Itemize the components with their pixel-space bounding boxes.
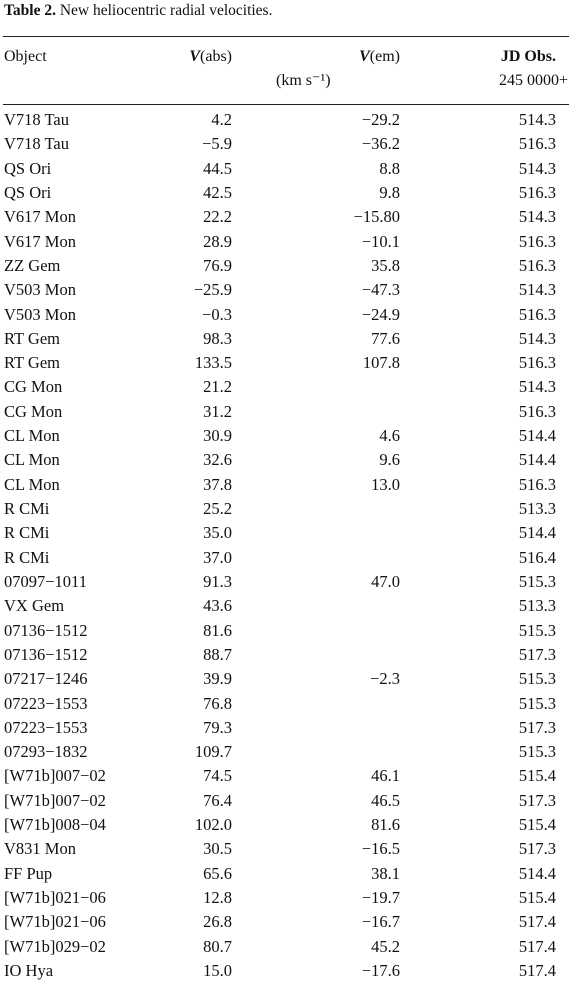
cell-jd: 514.3 bbox=[518, 280, 556, 300]
cell-vabs: 44.5 bbox=[203, 158, 232, 178]
cell-vem: 46.1 bbox=[371, 766, 400, 786]
cell-object: [W71b]007−02 bbox=[4, 766, 106, 786]
cell-jd: 517.3 bbox=[518, 790, 556, 810]
cell-vem: 81.6 bbox=[371, 815, 400, 835]
cell-object: V831 Mon bbox=[4, 839, 76, 859]
cell-object: CG Mon bbox=[4, 401, 63, 421]
cell-vem: 77.6 bbox=[371, 328, 400, 348]
cell-object: 07217−1246 bbox=[4, 669, 88, 689]
cell-object: IO Hya bbox=[4, 960, 54, 980]
cell-vabs: 79.3 bbox=[203, 717, 232, 737]
table-row bbox=[0, 764, 570, 788]
cell-object: V503 Mon bbox=[4, 304, 76, 324]
table-row bbox=[0, 813, 570, 837]
cell-jd: 514.4 bbox=[518, 863, 556, 883]
cell-vabs: 133.5 bbox=[194, 353, 232, 373]
cell-jd: 516.3 bbox=[518, 231, 556, 251]
cell-object: V617 Mon bbox=[4, 231, 76, 251]
cell-vem: −16.5 bbox=[361, 839, 400, 859]
cell-jd: 515.3 bbox=[518, 669, 556, 689]
cell-object: 07097−1011 bbox=[4, 571, 87, 591]
table-caption-text: New heliocentric radial velocities. bbox=[59, 2, 273, 19]
table-row bbox=[0, 448, 570, 472]
cell-jd: 517.4 bbox=[518, 960, 556, 980]
table-row bbox=[0, 424, 570, 448]
cell-vem: −29.2 bbox=[361, 110, 400, 129]
cell-jd: 515.3 bbox=[518, 742, 556, 762]
table-row bbox=[0, 594, 570, 618]
cell-vabs: 74.5 bbox=[203, 766, 232, 786]
table-row bbox=[0, 205, 570, 229]
table-row bbox=[0, 278, 570, 302]
cell-vem: 46.5 bbox=[371, 790, 400, 810]
table-row bbox=[0, 546, 570, 570]
cell-object: R CMi bbox=[4, 547, 50, 567]
cell-vabs: 76.4 bbox=[203, 790, 232, 810]
cell-vabs: 98.3 bbox=[203, 328, 232, 348]
cell-jd: 515.3 bbox=[518, 620, 556, 640]
cell-vabs: 21.2 bbox=[203, 377, 232, 397]
cell-object: [W71b]029−02 bbox=[4, 936, 106, 956]
table-row bbox=[0, 375, 570, 399]
cell-object: RT Gem bbox=[4, 353, 60, 373]
cell-jd: 514.3 bbox=[518, 328, 556, 348]
table-row bbox=[0, 497, 570, 521]
header-jd-label: JD Obs. bbox=[500, 48, 556, 65]
cell-vabs: 28.9 bbox=[203, 231, 232, 251]
header-vabs-suffix: (abs) bbox=[200, 48, 232, 65]
table-row bbox=[0, 692, 570, 716]
cell-vabs: 30.5 bbox=[203, 839, 232, 859]
cell-jd: 517.4 bbox=[518, 912, 556, 932]
table-row bbox=[0, 619, 570, 643]
table-row bbox=[0, 181, 570, 205]
cell-object: [W71b]008−04 bbox=[4, 815, 106, 835]
top-rule bbox=[3, 36, 569, 37]
table-row bbox=[0, 108, 570, 132]
cell-vabs: 22.2 bbox=[203, 207, 232, 227]
cell-vabs: 25.2 bbox=[203, 499, 232, 518]
table-row bbox=[0, 667, 570, 691]
table-row bbox=[0, 351, 570, 375]
cell-object: QS Ori bbox=[4, 182, 52, 202]
cell-vabs: 12.8 bbox=[203, 888, 232, 907]
header-vabs-symbol: V bbox=[189, 48, 201, 65]
cell-vabs: 35.0 bbox=[203, 523, 232, 543]
cell-vem: 45.2 bbox=[371, 936, 400, 956]
cell-vem: 8.8 bbox=[379, 158, 400, 178]
cell-jd: 516.3 bbox=[518, 474, 556, 494]
cell-jd: 517.4 bbox=[518, 936, 556, 956]
cell-vem: 47.0 bbox=[371, 571, 400, 591]
cell-vem: 13.0 bbox=[371, 474, 400, 494]
cell-vabs: 31.2 bbox=[203, 401, 232, 421]
cell-vabs: 15.0 bbox=[203, 960, 232, 980]
header-rule bbox=[3, 104, 569, 105]
table-row bbox=[0, 303, 570, 327]
cell-jd: 516.3 bbox=[518, 304, 556, 324]
cell-object: CG Mon bbox=[4, 377, 63, 397]
cell-object: V718 Tau bbox=[4, 134, 69, 154]
cell-vabs: 65.6 bbox=[203, 863, 232, 883]
table-row bbox=[0, 862, 570, 886]
cell-vem: −10.1 bbox=[361, 231, 400, 251]
table-row bbox=[0, 157, 570, 181]
table-row bbox=[0, 254, 570, 278]
cell-jd: 517.3 bbox=[518, 717, 556, 737]
cell-vabs: 4.2 bbox=[211, 110, 232, 129]
table-caption-label: Table 2. bbox=[4, 2, 56, 19]
cell-jd: 514.3 bbox=[518, 158, 556, 178]
cell-object: V503 Mon bbox=[4, 280, 76, 300]
cell-vabs: 91.3 bbox=[203, 571, 232, 591]
table-caption bbox=[4, 2, 272, 20]
cell-object: 07223−1553 bbox=[4, 693, 88, 713]
cell-vem: 9.8 bbox=[379, 182, 400, 202]
cell-object: ZZ Gem bbox=[4, 255, 61, 275]
cell-object: V718 Tau bbox=[4, 110, 69, 129]
cell-object: R CMi bbox=[4, 523, 50, 543]
cell-object: RT Gem bbox=[4, 328, 60, 348]
cell-jd: 516.3 bbox=[518, 134, 556, 154]
cell-vabs: 37.0 bbox=[203, 547, 232, 567]
cell-jd: 516.3 bbox=[518, 401, 556, 421]
cell-jd: 516.3 bbox=[518, 255, 556, 275]
cell-object: [W71b]021−06 bbox=[4, 888, 106, 907]
header-vem-symbol: V bbox=[359, 48, 370, 65]
cell-vabs: 76.8 bbox=[203, 693, 232, 713]
table-row bbox=[0, 789, 570, 813]
cell-vem: 4.6 bbox=[379, 426, 400, 446]
cell-object: 07136−1512 bbox=[4, 620, 88, 640]
cell-vem: −17.6 bbox=[361, 960, 400, 980]
table-row bbox=[0, 716, 570, 740]
cell-jd: 516.3 bbox=[518, 182, 556, 202]
cell-vem: 35.8 bbox=[371, 255, 400, 275]
cell-vabs: 80.7 bbox=[203, 936, 232, 956]
header-jd-line1 bbox=[501, 46, 556, 68]
cell-vabs: 76.9 bbox=[203, 255, 232, 275]
cell-vem: −47.3 bbox=[361, 280, 400, 300]
cell-jd: 515.4 bbox=[518, 888, 556, 907]
table-row bbox=[0, 327, 570, 351]
cell-vabs: 37.8 bbox=[203, 474, 232, 494]
cell-jd: 515.4 bbox=[518, 766, 556, 786]
cell-object: [W71b]007−02 bbox=[4, 790, 106, 810]
cell-jd: 517.3 bbox=[518, 839, 556, 859]
cell-vabs: −5.9 bbox=[202, 134, 232, 154]
cell-vem: −36.2 bbox=[361, 134, 400, 154]
cell-vabs: 102.0 bbox=[194, 815, 232, 835]
header-jd-line2: 245 0000+ bbox=[498, 72, 568, 89]
cell-vabs: −0.3 bbox=[202, 304, 232, 324]
cell-object: R CMi bbox=[4, 499, 50, 518]
cell-object: CL Mon bbox=[4, 426, 60, 446]
cell-object: CL Mon bbox=[4, 474, 60, 494]
cell-vabs: 42.5 bbox=[203, 182, 232, 202]
cell-vem: −16.7 bbox=[361, 912, 400, 932]
cell-object: VX Gem bbox=[4, 596, 65, 616]
table-row bbox=[0, 473, 570, 497]
cell-jd: 516.3 bbox=[518, 353, 556, 373]
cell-vem: 107.8 bbox=[362, 353, 400, 373]
cell-jd: 514.3 bbox=[518, 377, 556, 397]
cell-vabs: 43.6 bbox=[203, 596, 232, 616]
cell-jd: 514.4 bbox=[518, 523, 556, 543]
cell-jd: 513.3 bbox=[518, 596, 556, 616]
table-row bbox=[0, 959, 570, 983]
table-row bbox=[0, 740, 570, 764]
cell-vem: 38.1 bbox=[371, 863, 400, 883]
cell-jd: 517.3 bbox=[518, 644, 556, 664]
table-body bbox=[0, 108, 570, 983]
header-vem bbox=[359, 46, 400, 68]
cell-object: FF Pup bbox=[4, 863, 53, 883]
cell-vabs: 81.6 bbox=[203, 620, 232, 640]
header-vem-suffix: (em) bbox=[369, 48, 400, 65]
cell-object: V617 Mon bbox=[4, 207, 76, 227]
cell-vabs: 30.9 bbox=[203, 426, 232, 446]
cell-vabs: 109.7 bbox=[194, 742, 232, 762]
table-row bbox=[0, 521, 570, 545]
cell-vabs: 88.7 bbox=[203, 644, 232, 664]
cell-vem: 9.6 bbox=[379, 450, 400, 470]
cell-vem: −19.7 bbox=[361, 888, 400, 907]
header-object: Object bbox=[4, 48, 47, 65]
header-unit: (km s⁻¹) bbox=[276, 72, 331, 89]
cell-jd: 516.4 bbox=[518, 547, 556, 567]
cell-jd: 514.3 bbox=[518, 110, 556, 129]
table-row bbox=[0, 132, 570, 156]
table-row bbox=[0, 570, 570, 594]
cell-vem: −24.9 bbox=[361, 304, 400, 324]
cell-jd: 515.3 bbox=[518, 571, 556, 591]
table-row bbox=[0, 935, 570, 959]
header-vabs bbox=[189, 46, 232, 68]
cell-vem: −15.80 bbox=[353, 207, 400, 227]
cell-jd: 515.3 bbox=[518, 693, 556, 713]
cell-object: 07136−1512 bbox=[4, 644, 88, 664]
table-row bbox=[0, 643, 570, 667]
cell-vabs: 39.9 bbox=[203, 669, 232, 689]
cell-jd: 514.4 bbox=[518, 450, 556, 470]
cell-object: QS Ori bbox=[4, 158, 52, 178]
table-row bbox=[0, 886, 570, 910]
table-row bbox=[0, 837, 570, 861]
table-row bbox=[0, 230, 570, 254]
cell-vabs: 32.6 bbox=[203, 450, 232, 470]
cell-jd: 514.3 bbox=[518, 207, 556, 227]
cell-jd: 515.4 bbox=[518, 815, 556, 835]
cell-vem: −2.3 bbox=[370, 669, 400, 689]
cell-jd: 513.3 bbox=[518, 499, 556, 518]
cell-jd: 514.4 bbox=[518, 426, 556, 446]
table-row bbox=[0, 400, 570, 424]
cell-vabs: −25.9 bbox=[193, 280, 232, 300]
cell-object: 07293−1832 bbox=[4, 742, 88, 762]
cell-object: CL Mon bbox=[4, 450, 60, 470]
cell-object: 07223−1553 bbox=[4, 717, 88, 737]
table-row bbox=[0, 910, 570, 934]
cell-object: [W71b]021−06 bbox=[4, 912, 106, 932]
cell-vabs: 26.8 bbox=[203, 912, 232, 932]
